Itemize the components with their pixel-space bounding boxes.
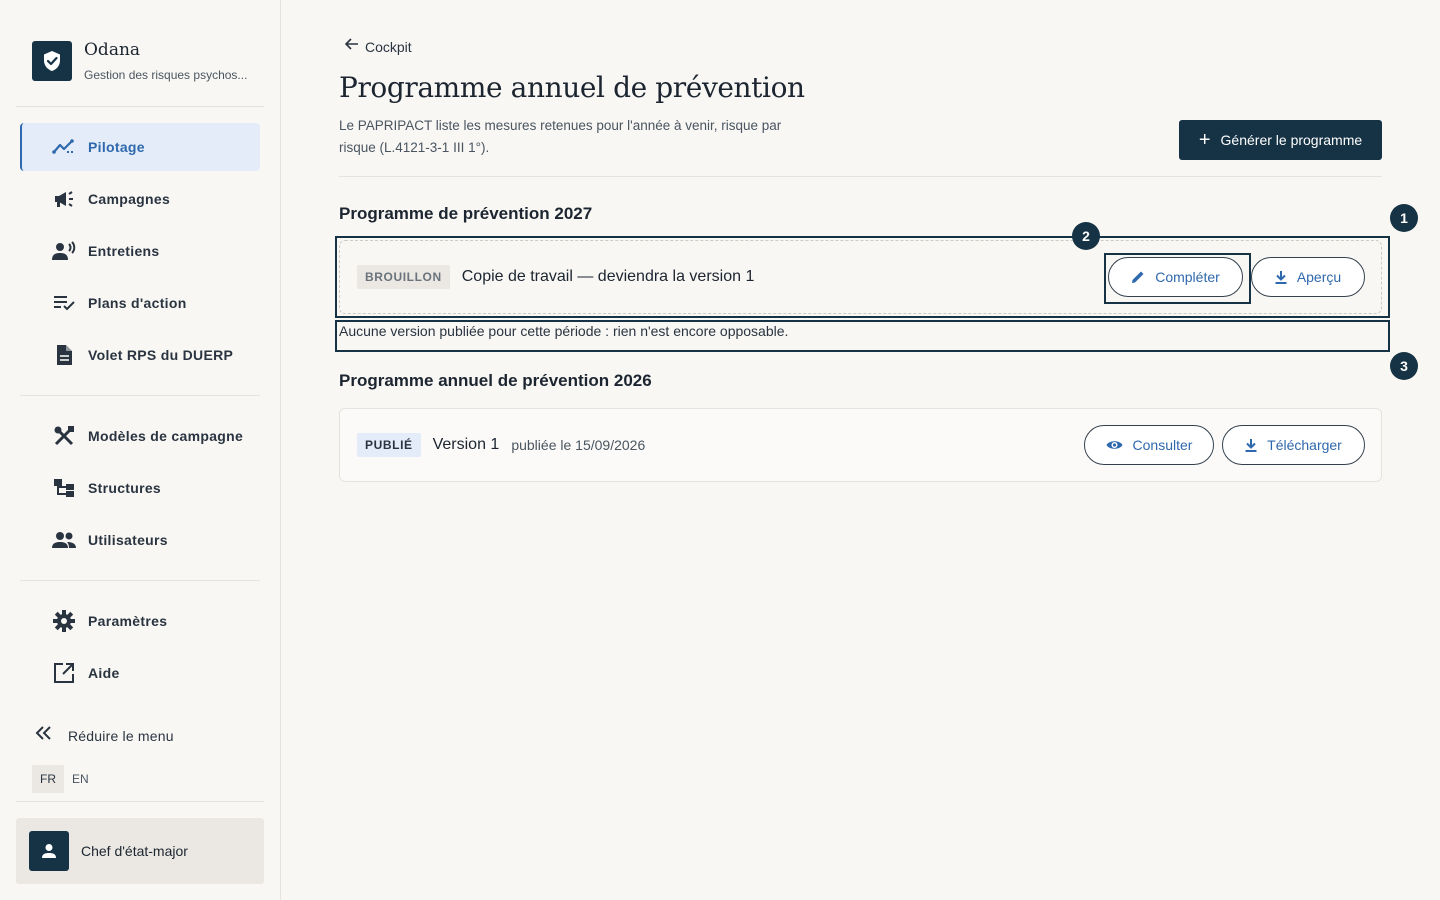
sidebar-item-entretiens[interactable] (20, 227, 260, 275)
divider (339, 176, 1382, 177)
status-badge: PUBLIÉ (357, 433, 421, 457)
sidebar-item-aide[interactable] (20, 649, 260, 697)
sidebar-item-label: Volet RPS du DUERP (88, 347, 234, 363)
published-date: publiée le 15/09/2026 (511, 437, 646, 453)
sidebar-item-label: Modèles de campagne (88, 428, 244, 444)
version-title: Copie de travail — deviendra la version 1 (461, 268, 755, 285)
user-profile[interactable] (16, 818, 264, 884)
marker-1: 1 (1390, 204, 1418, 232)
highlight-complete-button (1104, 253, 1251, 304)
download-button[interactable] (1222, 425, 1365, 465)
status-badge: BROUILLON (357, 265, 450, 289)
users-icon (52, 528, 76, 552)
list-check-icon (52, 291, 76, 315)
sidebar-item-label: Structures (88, 480, 162, 496)
sidebar-item-plans-action[interactable] (20, 279, 260, 327)
language-en[interactable]: EN (72, 772, 89, 786)
sidebar-item-parametres[interactable] (20, 597, 260, 645)
sidebar-item-label: Paramètres (88, 613, 168, 629)
no-published-version-note: Aucune version publiée pour cette période : rien n'est encore opposable. (339, 323, 789, 339)
download-icon (1245, 438, 1257, 452)
sidebar-item-pilotage[interactable] (20, 123, 260, 171)
complete-button-label: Compléter (1155, 269, 1220, 285)
section-title: Programme de prévention 2027 (339, 204, 593, 223)
generate-program-label: Générer le programme (1220, 132, 1363, 148)
avatar (29, 831, 69, 871)
hierarchy-icon (52, 476, 76, 500)
section-title: Programme annuel de prévention 2026 (339, 371, 652, 390)
page-title: Programme annuel de prévention (339, 71, 805, 104)
arrow-left-icon (344, 37, 359, 56)
person-voice-icon (52, 239, 76, 263)
collapse-menu-label: Réduire le menu (68, 727, 174, 744)
sidebar-item-label: Entretiens (88, 243, 160, 259)
view-button-label: Consulter (1132, 437, 1193, 453)
tools-icon (52, 424, 76, 448)
gear-icon (52, 609, 76, 633)
back-link[interactable] (344, 37, 412, 56)
chart-line-icon (52, 135, 76, 159)
person-icon (41, 843, 57, 859)
megaphone-icon (52, 187, 76, 211)
brand-subtitle: Gestion des risques psychos... (84, 68, 248, 82)
user-name: Chef d'état-major (81, 843, 188, 859)
marker-2: 2 (1072, 222, 1100, 250)
sidebar-item-label: Campagnes (88, 191, 171, 207)
sidebar-item-label: Pilotage (88, 139, 145, 155)
generate-program-button[interactable] (1179, 120, 1382, 160)
eye-icon (1106, 439, 1123, 451)
published-version-card (339, 408, 1382, 482)
sidebar-item-label: Aide (88, 665, 120, 681)
sidebar-item-modeles[interactable] (20, 412, 260, 460)
view-button[interactable] (1084, 425, 1214, 465)
back-link-label: Cockpit (365, 38, 412, 55)
preview-button-label: Aperçu (1296, 269, 1342, 285)
sidebar-item-label: Utilisateurs (88, 532, 168, 548)
download-button-label: Télécharger (1267, 437, 1342, 453)
plus-icon: + (1198, 129, 1211, 151)
double-chevron-left-icon (32, 721, 56, 750)
language-switcher (32, 765, 97, 793)
sidebar-item-campagnes[interactable] (20, 175, 260, 223)
sidebar-item-utilisateurs[interactable] (20, 516, 260, 564)
divider (20, 395, 260, 396)
brand[interactable] (32, 41, 247, 82)
brand-name: Odana (84, 40, 141, 60)
external-link-icon (52, 661, 76, 685)
divider (16, 801, 264, 802)
divider (20, 580, 260, 581)
sidebar-item-label: Plans d'action (88, 295, 187, 311)
document-icon (52, 343, 76, 367)
highlight-note (335, 320, 1390, 352)
marker-3: 3 (1390, 352, 1418, 380)
page-description: Le PAPRIPACT liste les mesures retenues pour l'année à venir, risque par risque (L.4121-3-1 III 1°). (339, 118, 782, 155)
sidebar (0, 0, 281, 900)
divider (16, 106, 264, 107)
sidebar-item-structures[interactable] (20, 464, 260, 512)
shield-check-icon (32, 41, 72, 81)
version-title: Version 1 (432, 436, 500, 453)
sidebar-item-volet-rps[interactable] (20, 331, 260, 379)
language-fr[interactable]: FR (32, 765, 64, 793)
collapse-menu-button[interactable] (32, 721, 174, 750)
